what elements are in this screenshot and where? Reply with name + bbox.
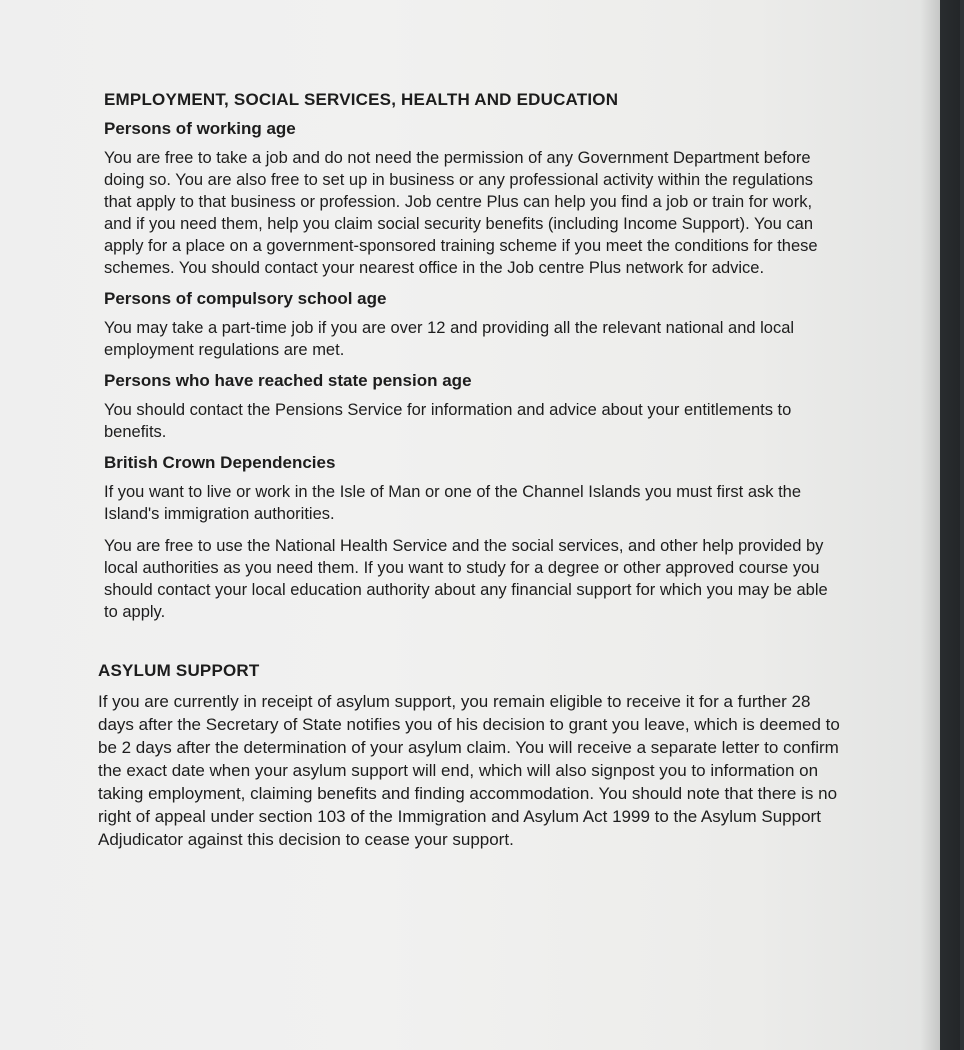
paragraph-asylum-support: If you are currently in receipt of asylum support, you remain eligible to receive it for a further 28 days after the Secretary of State notifies you of his decision to grant you leave, which is deemed to be 2 days after the determination of your asylum claim. You will receive a separate letter to confirm the exact date when your asylum support will end, which will also signpost you to information on taking employment, claiming benefits and finding accommodation. You should note that there is no right of appeal under section 103 of the Immigration and Asylum Act 1999 to the Asylum Support Adjudicator against this decision to cease your support. <box>98 692 840 849</box>
section-working-age <box>104 119 844 279</box>
paragraph-crown-dependencies: If you want to live or work in the Isle of Man or one of the Channel Islands you must first ask the Island's immigration authorities. <box>104 483 802 523</box>
section-title-asylum: ASYLUM SUPPORT <box>98 661 260 680</box>
paragraph-health-education: You are free to use the National Health Service and the social services, and other help provided by local authorities as you need them. If you want to study for a degree or other approved course you should contact your local education authority about any financial support for which you may be able to apply. <box>104 537 828 621</box>
subheading-crown-dependencies: British Crown Dependencies <box>104 453 336 472</box>
paragraph-pension-age: You should contact the Pensions Service for information and advice about your entitlements to benefits. <box>104 401 792 441</box>
document-content <box>98 90 844 861</box>
section-title-employment: EMPLOYMENT, SOCIAL SERVICES, HEALTH AND EDUCATION <box>104 90 619 109</box>
subheading-school-age: Persons of compulsory school age <box>104 289 387 308</box>
subheading-pension-age: Persons who have reached state pension age <box>104 371 472 390</box>
paragraph-school-age: You may take a part-time job if you are over 12 and providing all the relevant national and local employment regulations are met. <box>104 319 795 359</box>
section-crown-dependencies <box>104 453 844 525</box>
section-pension-age <box>104 371 844 443</box>
subheading-working-age: Persons of working age <box>104 119 296 138</box>
paragraph-working-age: You are free to take a job and do not need the permission of any Government Department before doing so. You are also free to set up in business or any professional activity within the regulations that apply to that business or profession. Job centre Plus can help you find a job or train for work, and if you need them, help you claim social security benefits (including Income Support). You can apply for a place on a government-sponsored training scheme if you meet the conditions for these schemes. You should contact your nearest office in the Job centre Plus network for advice. <box>104 149 818 277</box>
section-asylum-support <box>98 661 844 851</box>
section-school-age <box>104 289 844 361</box>
